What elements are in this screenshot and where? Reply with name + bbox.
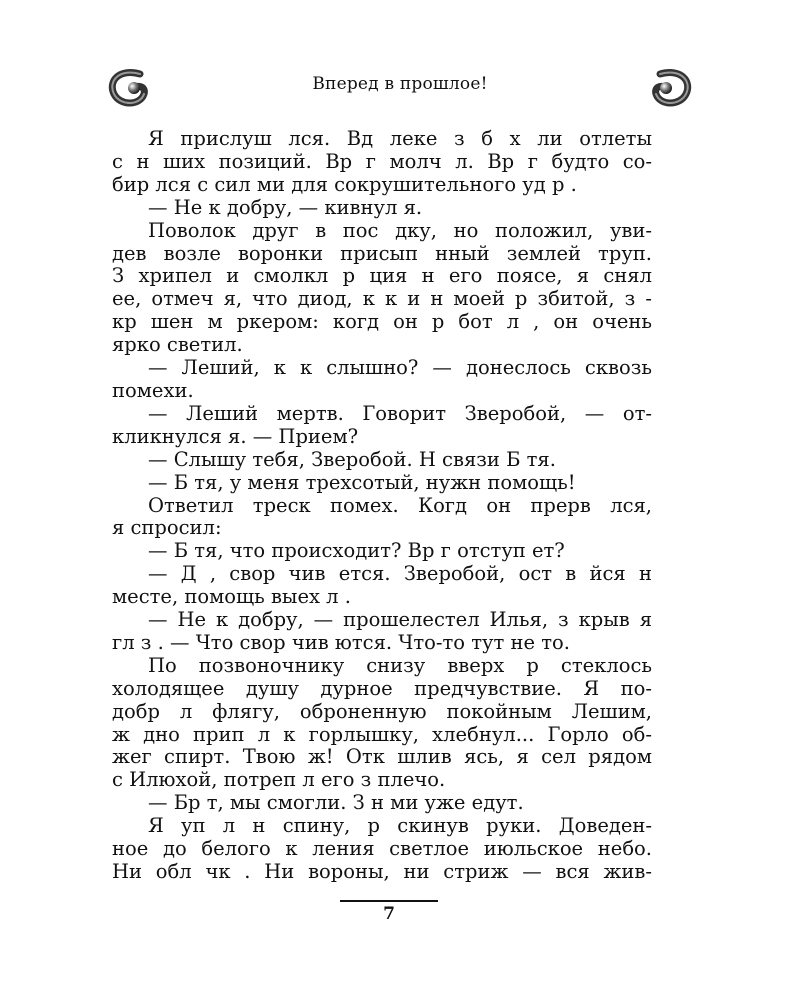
footer-rule [340, 900, 438, 902]
text-line: с н ших позиций. Вр г молч л. Вр г будто со- [112, 150, 652, 173]
text-line: — Д , свор чив ется. Зверобой, ост в йся н [148, 563, 652, 586]
running-header [100, 64, 700, 114]
text-line: кр шен м ркером: когд он р бот л , он очень [112, 311, 652, 334]
text-line: — Леший, к к слышно? — донеслось сквозь [148, 357, 652, 380]
text-line: жег спирт. Твою ж! Отк шлив ясь, я сел рядом [112, 746, 652, 769]
text-line: — Не к добру, — прошелестел Илья, з крыв я [148, 609, 652, 632]
text-line: Поволок друг в пос дку, но положил, уви- [148, 219, 652, 242]
text-line: ее, отмеч я, что диод, к к и н моей р збитой, з - [112, 288, 652, 311]
text-line: — Леший мертв. Говорит Зверобой, — от- [148, 402, 652, 425]
text-line: — Бр т, мы смогли. З н ми уже едут. [148, 792, 524, 815]
text-line: По позвоночнику снизу вверх р стеклось [148, 654, 652, 677]
text-line: помехи. [112, 379, 194, 402]
text-line: — Б тя, у меня трехсотый, нужн помощь! [148, 471, 576, 494]
text-line: Ответил треск помех. Когд он прерв лся, [148, 494, 652, 517]
text-line: кликнулся я. — Прием? [112, 425, 359, 448]
swirl-ornament-icon [500, 64, 700, 114]
body-text [112, 128, 652, 884]
page-number: 7 [383, 904, 395, 924]
text-line: добр л флягу, оброненную покойным Лешим, [112, 700, 652, 723]
text-line: я спросил: [112, 517, 222, 540]
text-line: Ни обл чк . Ни вороны, ни стриж — вся жив- [112, 861, 652, 883]
text-line: с Илюхой, потреп л его з плечо. [112, 769, 446, 792]
text-line: — Слышу тебя, Зверобой. Н связи Б тя. [148, 448, 556, 471]
text-line: ное до белого к ления светлое июльское небо. [112, 838, 652, 861]
text-line: ж дно прип л к горлышку, хлебнул... Горло об- [112, 723, 652, 746]
text-line: гл з . — Что свор чив ются. Что-то тут не то. [112, 631, 570, 654]
text-line: дев возле воронки присып нный землей труп. [112, 242, 652, 265]
text-line: бир лся с сил ми для сокрушительного уд р . [112, 173, 577, 196]
header-title: Вперед в прошлое! [312, 74, 488, 94]
text-line: месте, помощь выех л . [112, 586, 351, 609]
text-line: З хрипел и смолкл р ция н его поясе, я снял [112, 265, 652, 288]
text-line: Я уп л н спину, р скинув руки. Доведен- [148, 815, 652, 838]
text-line: Я прислуш лся. Вд леке з б х ли отлеты [148, 128, 652, 150]
text-line: — Не к добру, — кивнул я. [148, 196, 423, 219]
text-line: холодящее душу дурное предчувствие. Я по- [112, 677, 652, 700]
text-line: ярко светил. [112, 334, 243, 357]
text-line: — Б тя, что происходит? Вр г отступ ет? [148, 540, 565, 563]
